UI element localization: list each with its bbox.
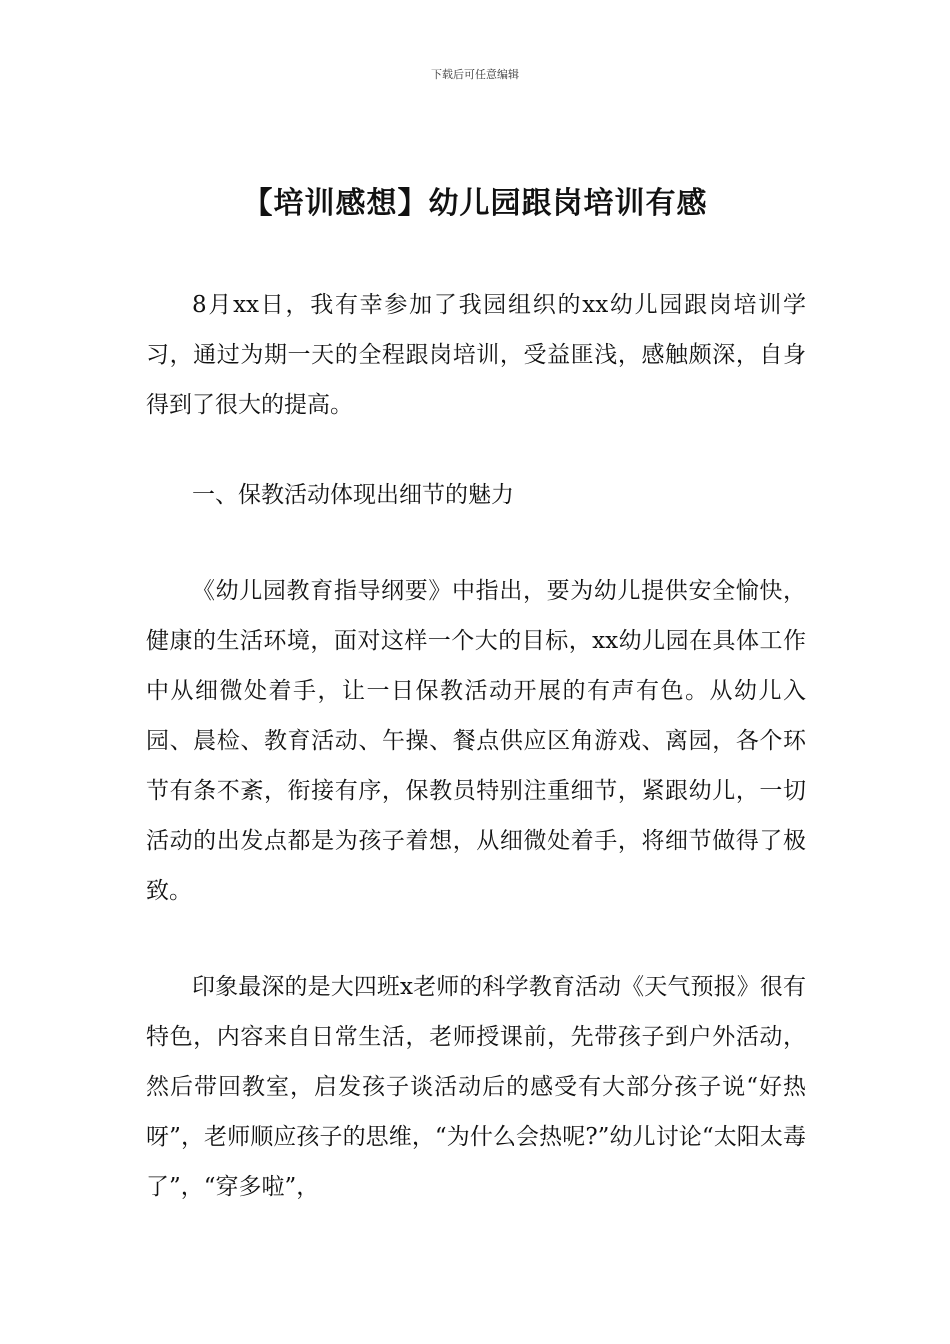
paragraph-intro: 8月xx日，我有幸参加了我园组织的xx幼儿园跟岗培训学习，通过为期一天的全程跟岗培训，受益匪浅，感触颇深，自身得到了很大的提高。 xyxy=(146,292,806,418)
section-heading: 一、保教活动体现出细节的魅力 xyxy=(192,482,514,508)
document-body xyxy=(146,280,806,1212)
document-title: 【培训感想】幼儿园跟岗培训有感 xyxy=(242,186,708,221)
paragraph-guideline: 《幼儿园教育指导纲要》中指出，要为幼儿提供安全愉快，健康的生活环境，面对这样一个大的目标，xx幼儿园在具体工作中从细微处着手，让一日保教活动开展的有声有色。从幼儿入园、晨检、教育活动、午操、餐点供应区角游戏、离园，各个环节有条不紊，衔接有序，保教员特别注重细节，紧跟幼儿，一切活动的出发点都是为孩子着想，从细微处着手，将细节做得了极致。 xyxy=(146,578,806,904)
paragraph-impression: 印象最深的是大四班x老师的科学教育活动《天气预报》很有特色，内容来自日常生活，老师授课前，先带孩子到户外活动，然后带回教室，启发孩子谈活动后的感受有大部分孩子说“好热呀”，老师顺应孩子的思维，“为什么会热呢?”幼儿讨论“太阳太毒了”，“穿多啦”， xyxy=(146,974,806,1200)
header-note: 下载后可任意编辑 xyxy=(431,68,519,81)
